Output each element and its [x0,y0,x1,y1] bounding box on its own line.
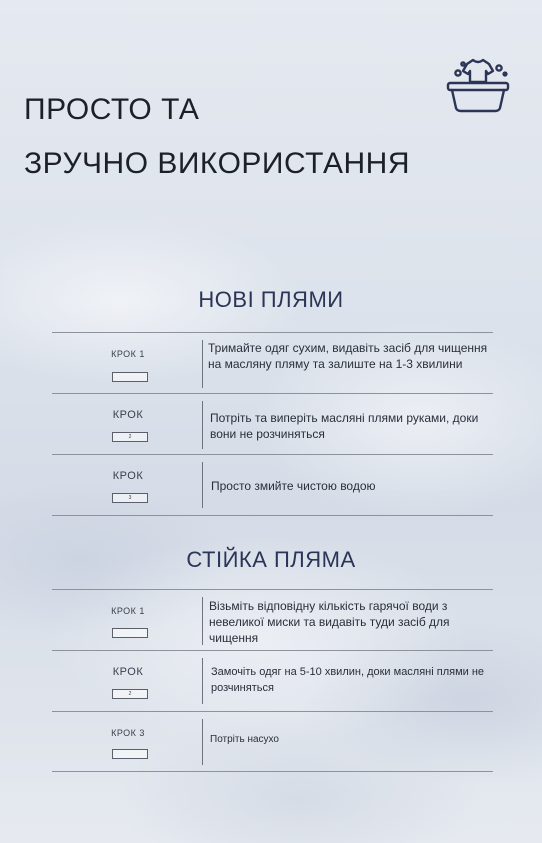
step-description: Потріть насухо [210,734,279,745]
divider [202,462,203,508]
divider [52,332,493,333]
page-title-line-2: ЗРУЧНО ВИКОРИСТАННЯ [24,147,410,180]
step-label: КРОК 1 [111,606,145,616]
divider [202,658,203,704]
divider [52,515,493,516]
step-number-box [112,628,148,638]
step-description: Потріть та виперіть масляні плями руками, доки вони не розчиняться [210,411,479,441]
divider [202,401,203,449]
divider [52,393,493,394]
divider [52,589,493,590]
step-description: Візьміть відповідну кількість гарячої води з невеликої миски та видавіть туди засіб для чищення [209,599,450,645]
step-label: КРОК [112,666,144,678]
divider [52,454,493,455]
step-label: КРОК [112,470,144,482]
divider [52,650,493,651]
step-number-box: 3 [112,493,148,503]
divider [52,711,493,712]
step-description: Замочіть одяг на 5-10 хвилин, доки масляні плями не розчиняться [211,666,485,694]
divider [202,340,203,388]
step-number-box: 2 [112,689,148,699]
page-title-line-1: ПРОСТО ТА [24,93,200,126]
divider [52,771,493,772]
step-number-box [112,749,148,759]
section-title-new-stains: НОВІ ПЛЯМИ [198,287,344,312]
divider [202,597,203,645]
step-label: КРОК [112,409,144,421]
step-label: КРОК 3 [111,728,145,738]
divider [202,719,203,765]
step-description: Тримайте одяг сухим, видавіть засіб для чищення на масляну пляму та залиште на 1-3 хвилини [208,341,488,371]
laundry-basin-icon [444,56,512,116]
section-title-stubborn-stain: СТІЙКА ПЛЯМА [186,547,356,572]
step-number-box [112,372,148,382]
step-label: КРОК 1 [111,349,145,359]
step-number-box: 2 [112,432,148,442]
step-description: Просто змийте чистою водою [211,479,376,493]
